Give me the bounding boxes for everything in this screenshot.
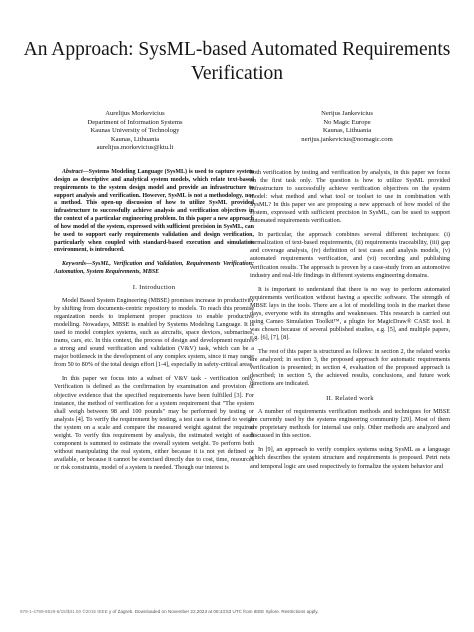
left-column: [54, 169, 254, 472]
paragraph: In particular, the approach combines several different techniques: (i) formalization of text-based requirements, (ii) requirements traceability, (iii) gap and coverage analysis, (iv) definition of test cases and analysis models, (v) automated requirements verification, and (vi) recording and publishing verification results. The approach is proven by a case-study from an automotive industry and real-life findings in different systems engineering domains.: [250, 231, 450, 279]
paper-title: An Approach: SysML-based Automated Requirements Verification: [23, 39, 451, 84]
abstract: [54, 169, 254, 255]
author-institution: Kaunas University of Technology: [90, 127, 180, 135]
abstract-text: —Systems Modeling Language (SysML) is used to capture system design as descriptive and analytical system models, which relate text-based requirements to the system design model and provide an infrastructure to support analysis and verification. However, SysML is not a methodology, nor a method. This open-up discussion of how to utilize SysML provided infrastructure to successfully achieve analysis and verification objectives in the context of a particular engineering problem. In this paper a new approach of how model of the system, expressed with sufficient precision in SysML, can be used to support early requirements validation and design verification, particularly when coupled with standard-based execution and simulation environment, is introduced.: [54, 169, 254, 254]
keywords: Keywords—SysML, Verification and Validation, Requirements Verification; Automation, System Requirements, MBSE: [54, 261, 254, 276]
section-heading-introduction: I. Introduction: [132, 283, 176, 291]
paragraph: The rest of this paper is structured as follows: in section 2, the related works are analyzed; in section 3, the proposed approach for automatic requirements verification is presented; in section 4, evaluation of the proposed approach is described; in section 5, the achieved results, conclusions, and future work directions are indicated.: [250, 347, 450, 388]
page-footer: [20, 609, 460, 615]
author-email: nerijus.jankevicius@nomagic.com: [301, 135, 393, 143]
paragraph: In [9], an approach to verify complex systems using SysML as a language which describes the system structure and requirements is proposed. Petri nets and temporal logic are used respectively to formalize the system behavior and: [250, 446, 450, 470]
section-heading-related-work: II. Related work: [326, 395, 374, 403]
abstract-lead: Abstract: [62, 169, 83, 175]
author-department: No Magic Europe: [323, 118, 371, 126]
paragraph: both verification by testing and verification by analysis, in this paper we focus on the first task only. The question is how to utilize SysML provided infrastructure to successfully achieve verification objectives on the system model: what method and what tool or toolset to use in combination with SysML? In this paper we are proposing a new approach of how model of the system, expressed with sufficient precision in SysML, can be used to support automated requirements verification.: [250, 169, 450, 225]
author-email: aurelijus.morkevicius@ktu.lt: [96, 144, 174, 152]
author-name: Nerijus Jankevicius: [321, 110, 373, 117]
author-name: Aurelijus Morkevicius: [105, 110, 165, 117]
paragraph: It is important to understand that there is no way to perform automated requirements verification without having a specific software. The strength of MBSE lays in the tools. There are a lot of modelling tools in the market these days, everyone with its strengths and weaknesses. This research is carried out using Cameo Simulation Toolkit™, a plugin for MagicDraw® CASE tool. It was chosen because of several published studies, e.g. [5], and multiple papers, e.g. [6], [7], [8].: [250, 285, 450, 341]
paragraph: A number of requirements verification methods and techniques for MBSE are currently used by the systems engineering community [20]. Most of them are proprietary methods for internal use only. Other methods are analyzed and discussed in this section.: [250, 408, 450, 440]
author-location: Kaunas, Lithuania: [110, 135, 160, 143]
author-block-2: [262, 110, 432, 144]
footer-copyright-code: 978-1-4799-8529-6/15/$31.00 ©2015 IEEE: [20, 609, 108, 614]
footer-download-notice: y of Zagreb. Downloaded on November 22,2023 at 08:43:53 UTC from IEEE Xplore. Restrictions apply.: [108, 609, 319, 614]
author-department: Department of Information Systems: [87, 118, 183, 126]
right-column: [250, 169, 450, 471]
author-institution: Kaunas, Lithuania: [322, 127, 372, 135]
paragraph: In this paper we focus into a subset of V&V task - verification only. Verification is defined as the confirmation by examination and provision of objective evidence that the specified requirements have been fulfilled [3]. For instance, the method of verification for a system requirement that "The system shall weigh between 98 and 100 pounds" may be performed by testing or analysis [4]. To verify the requirement by testing, a test case is defined to weigh the system on a scale and compare the measured weight against the required weight. To verify this requirement by analysis, the estimated weight of each component is summed to estimate the overall system weight. To perform both without manipulating the real system, either because it is not yet defined or available, or because it cannot be exercised directly due to cost, time, resources or risk constraints, model of a system is needed. Though our interest is: [54, 375, 254, 471]
author-block-1: [50, 110, 220, 153]
paragraph: Model Based System Engineering (MBSE) promises increase in productivity by shifting from documents-centric repository to models. To reach this promise organization needs to implement proper practices to enable productive modelling. Nowadays, MBSE is enabled by Systems Modeling Language. It is used to model complex systems, such as aircrafts, space devices, submarines, trams, cars, etc. In this context, the process of design and development requires a strong and sound verification and validation (V&V) task, which can be a major bottleneck in the development of any complex system, since it may range from 50 to 80% of the total design effort [1-4], especially in safety-critical areas.: [54, 297, 254, 369]
